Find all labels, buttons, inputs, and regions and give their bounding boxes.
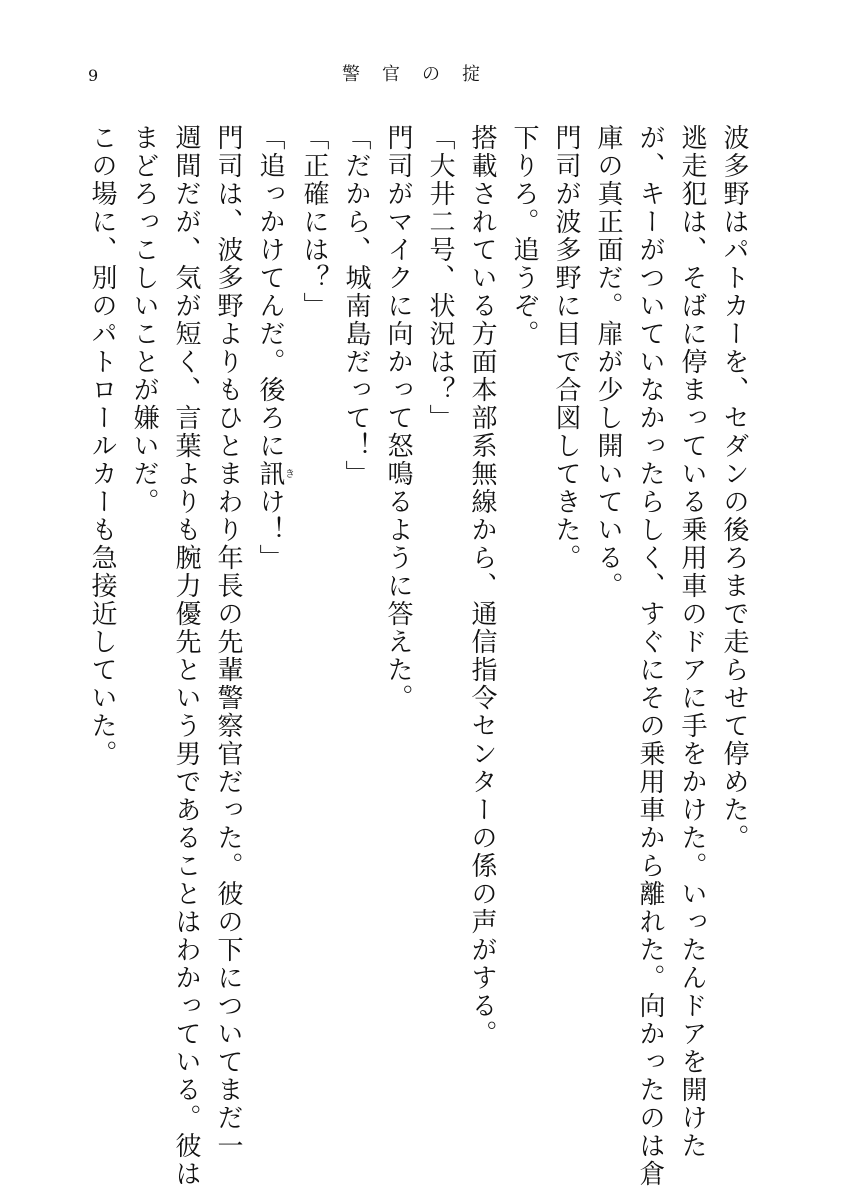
text-column: が、キーがついていなかったらしく、すぐにその乗用車から離れた。向かったのは倉 [635, 124, 665, 1188]
text-column: 搭載されている方面本部系無線から、通信指令センターの係の声がする。 [467, 124, 497, 1048]
text-column: 逃走犯は、そばに停まっている乗用車のドアに手をかけた。いったんドアを開けた [677, 124, 707, 1160]
text-column: 週間だが、気が短く、言葉よりも腕力優先という男であることはわかっている。彼は [171, 124, 201, 1188]
text-column: まどろっこしいことが嫌いだ。 [129, 124, 159, 516]
text-column: 「正確には？」 [299, 124, 329, 320]
text-column: 「だから、城南島だって！」 [341, 124, 371, 488]
text-column: 波多野はパトカーを、セダンの後ろまで走らせて停めた。 [719, 124, 749, 852]
text-column: 庫の真正面だ。扉が少し開いている。 [593, 124, 623, 600]
ruby-reading: き [282, 460, 294, 488]
text-column: 門司は、波多野よりもひとまわり年長の先輩警察官だった。彼の下についてまだ一 [213, 124, 243, 1160]
text-column: 「大井二号、状況は？」 [425, 124, 455, 432]
text-column: 下りろ。追うぞ。 [509, 124, 539, 348]
text-column: この場に、別のパトロールカーも急接近していた。 [87, 124, 117, 768]
text-column: 門司が波多野に目で合図してきた。 [551, 124, 581, 572]
text-column: 門司がマイクに向かって怒鳴るように答えた。 [383, 124, 413, 712]
vertical-body-text [81, 124, 755, 1188]
ruby-annotation [255, 460, 294, 488]
text-column-with-ruby: 「追っかけてんだ。後ろに訊きけ！」 [255, 124, 294, 572]
running-title: 警官の掟 [342, 64, 502, 85]
page-number: 9 [88, 66, 99, 85]
ruby-base: 訊 [255, 460, 285, 488]
